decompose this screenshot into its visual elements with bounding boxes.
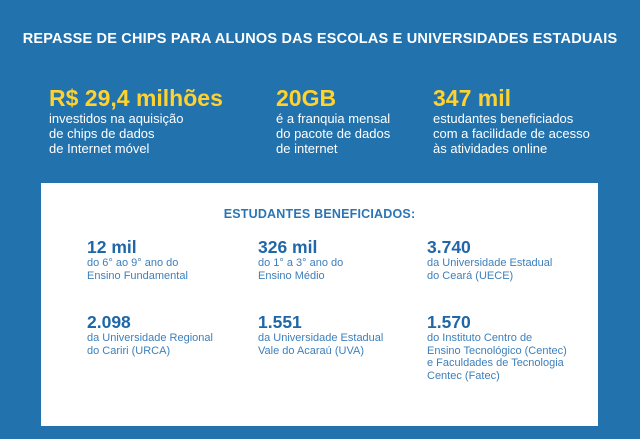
beneficiaries-panel bbox=[41, 183, 598, 426]
stat-fundamental bbox=[87, 238, 188, 282]
stat-line: e Faculdades de Tecnologia bbox=[427, 357, 564, 369]
stat-line: do Ceará (UECE) bbox=[427, 269, 514, 282]
stat-line: Ensino Fundamental bbox=[87, 269, 188, 282]
page-title: REPASSE DE CHIPS PARA ALUNOS DAS ESCOLAS E UNIVERSIDADES ESTADUAIS bbox=[22, 31, 618, 47]
stat-value: 1.570 bbox=[427, 312, 471, 332]
stat-urca bbox=[87, 313, 213, 357]
panel-title: ESTUDANTES BENEFICIADOS: bbox=[223, 207, 416, 221]
stat-line: do 1° a 3° ano do bbox=[258, 257, 344, 269]
stat-value: 20GB bbox=[276, 85, 337, 111]
stat-line: do 6° ao 9° ano do bbox=[87, 257, 179, 269]
stat-investment bbox=[49, 86, 223, 156]
stat-line: Ensino Tecnológico (Centec) bbox=[427, 344, 567, 357]
stat-value: 1.551 bbox=[258, 312, 302, 332]
stat-line: de internet bbox=[276, 141, 338, 156]
stat-line: de Internet móvel bbox=[49, 141, 150, 156]
stat-centec bbox=[427, 313, 567, 382]
stat-line: Ensino Médio bbox=[258, 269, 325, 282]
stat-line: do Cariri (URCA) bbox=[87, 344, 171, 357]
stat-description bbox=[258, 332, 383, 357]
stat-uva bbox=[258, 313, 383, 357]
stat-description bbox=[87, 332, 213, 357]
stat-medio bbox=[258, 238, 343, 282]
stat-value: 326 mil bbox=[258, 237, 318, 257]
stat-value: 347 mil bbox=[433, 85, 511, 111]
stat-value: 12 mil bbox=[87, 237, 137, 257]
stat-line: da Universidade Estadual bbox=[427, 257, 553, 269]
stat-description bbox=[427, 332, 567, 382]
stat-description bbox=[427, 257, 552, 282]
stat-line: investidos na aquisição bbox=[49, 111, 184, 126]
stat-line: com a facilidade de acesso bbox=[433, 126, 590, 141]
stat-students-benefited bbox=[433, 86, 590, 156]
stat-description bbox=[433, 111, 590, 156]
stat-line: Centec (Fatec) bbox=[427, 369, 500, 382]
stat-line: da Universidade Estadual bbox=[258, 332, 384, 344]
stat-description bbox=[276, 111, 390, 156]
stat-line: Vale do Acaraú (UVA) bbox=[258, 344, 364, 357]
stat-data-plan bbox=[276, 86, 390, 156]
stat-description bbox=[258, 257, 343, 282]
stat-uece bbox=[427, 238, 552, 282]
stat-value: R$ 29,4 milhões bbox=[49, 85, 223, 111]
stat-line: estudantes beneficiados bbox=[433, 111, 574, 126]
stat-line: de chips de dados bbox=[49, 126, 155, 141]
stat-line: do Instituto Centro de bbox=[427, 332, 533, 344]
stat-description bbox=[49, 111, 223, 156]
stat-value: 3.740 bbox=[427, 237, 471, 257]
stat-value: 2.098 bbox=[87, 312, 131, 332]
stat-line: do pacote de dados bbox=[276, 126, 391, 141]
stat-description bbox=[87, 257, 188, 282]
stat-line: é a franquia mensal bbox=[276, 111, 391, 126]
stat-line: da Universidade Regional bbox=[87, 332, 213, 344]
stat-line: às atividades online bbox=[433, 141, 548, 156]
